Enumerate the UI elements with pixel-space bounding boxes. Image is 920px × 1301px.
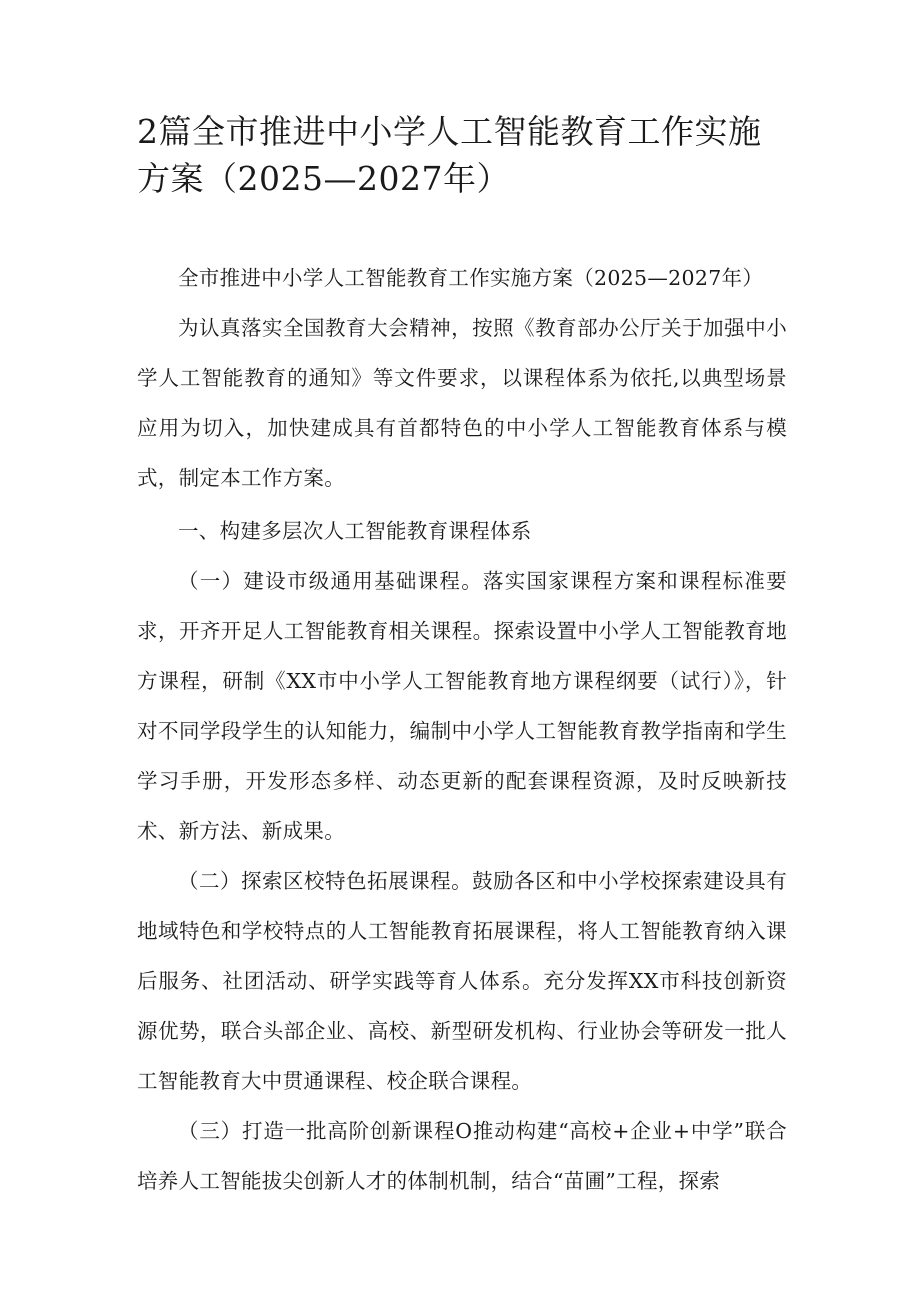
document-title: 2篇全市推进中小学人工智能教育工作实施方案（2025—2027年） (137, 112, 762, 198)
paragraph-plan-title: 全市推进中小学人工智能教育工作实施方案（2025—2027年） (178, 266, 764, 290)
paragraph-item-3: （三）打造一批高阶创新课程O推动构建“高校+企业+中学”联合培养人工智能拔尖创新人才的体制机制，结合“苗圃”工程，探索 (137, 1119, 787, 1193)
paragraph-intro: 为认真落实全国教育大会精神，按照《教育部办公厅关于加强中小学人工智能教育的通知》等文件要求，以课程体系为依托,以典型场景应用为切入，加快建成具有首都特色的中小学人工智能教育体系与模式，制定本工作方案。 (137, 316, 787, 490)
paragraph-item-1: （一）建设市级通用基础课程。落实国家课程方案和课程标准要求，开齐开足人工智能教育相关课程。探索设置中小学人工智能教育地方课程，研制《XX市中小学人工智能教育地方课程纲要（试行）》，针对不同学段学生的认知能力，编制中小学人工智能教育教学指南和学生学习手册，开发形态多样、动态更新的配套课程资源，及时反映新技术、新方法、新成果。 (137, 569, 787, 843)
paragraph-item-2: （二）探索区校特色拓展课程。鼓励各区和中小学校探索建设具有地域特色和学校特点的人工智能教育拓展课程，将人工智能教育纳入课后服务、社团活动、研学实践等育人体系。充分发挥XX市科技创新资源优势，联合头部企业、高校、新型研发机构、行业协会等研发一批人工智能教育大中贯通课程、校企联合课程。 (137, 869, 787, 1093)
section-heading-1: 一、构建多层次人工智能教育课程体系 (178, 519, 532, 543)
document-body (137, 253, 787, 1206)
